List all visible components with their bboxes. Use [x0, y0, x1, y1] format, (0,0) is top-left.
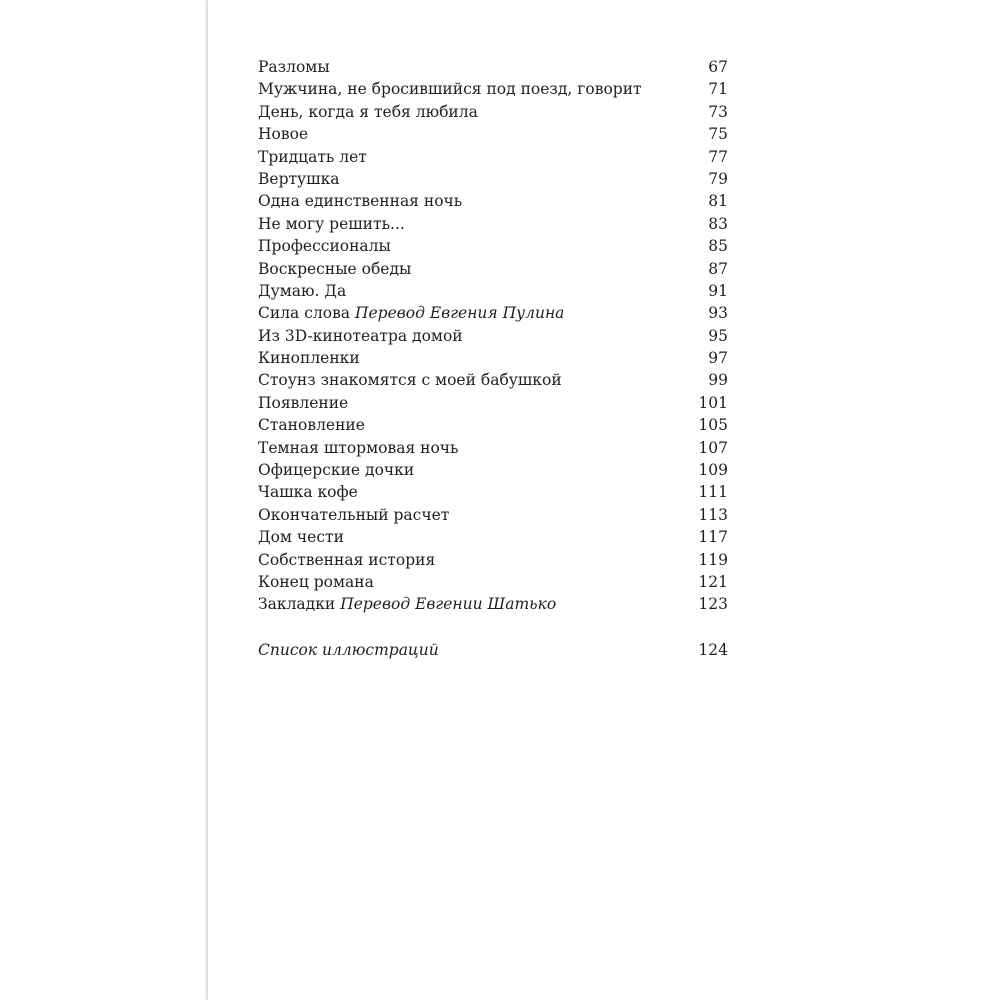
- toc-entry[interactable]: [258, 414, 728, 436]
- toc-entry[interactable]: [258, 526, 728, 548]
- toc-entry-title: [258, 146, 698, 168]
- toc-entry-page: 111: [698, 483, 728, 502]
- toc-entry-title: [258, 168, 698, 190]
- toc-entry-title: [258, 437, 688, 459]
- toc-entry[interactable]: [258, 571, 728, 593]
- toc-entry-title: Список иллюстраций: [258, 640, 439, 659]
- toc-entry-title-text: Появление: [258, 393, 349, 412]
- toc-entry[interactable]: [258, 481, 728, 503]
- toc-entry[interactable]: [258, 549, 728, 571]
- table-of-contents: [258, 56, 728, 661]
- toc-entry-title-text: Собственная история: [258, 550, 436, 569]
- toc-entry-title: [258, 235, 698, 257]
- toc-entry[interactable]: [258, 213, 728, 235]
- toc-entry-illustrations[interactable]: [258, 639, 728, 661]
- toc-entry-title-text: Сила слова: [258, 304, 351, 323]
- toc-entry-title-text: Мужчина, не бросившийся под поезд, говорит: [258, 80, 642, 99]
- toc-entry-translator: Перевод Евгении Шатько: [340, 595, 557, 614]
- toc-entry-page: 77: [708, 147, 728, 166]
- toc-entry-title: [258, 504, 688, 526]
- toc-entry-title-text: Конец романа: [258, 572, 374, 591]
- toc-entry-page: 83: [708, 214, 728, 233]
- toc-entry-page: 87: [708, 259, 728, 278]
- toc-entry-title: [258, 593, 688, 615]
- toc-entry-page: 73: [708, 102, 728, 121]
- toc-entry-page: 123: [698, 595, 728, 614]
- toc-entry[interactable]: [258, 392, 728, 414]
- toc-entry[interactable]: [258, 302, 728, 324]
- toc-entry-title-text: Дом чести: [258, 528, 344, 547]
- toc-entry-title: [258, 56, 698, 78]
- toc-entry-title: [258, 258, 698, 280]
- toc-entry-title-text: Профессионалы: [258, 237, 391, 256]
- toc-entry[interactable]: [258, 347, 728, 369]
- toc-entry-page: 117: [698, 528, 728, 547]
- toc-entry[interactable]: [258, 593, 728, 615]
- toc-entry[interactable]: [258, 168, 728, 190]
- toc-entry[interactable]: [258, 190, 728, 212]
- toc-entry-title-text: Воскресные обеды: [258, 259, 412, 278]
- toc-entry[interactable]: [258, 78, 728, 100]
- toc-entry[interactable]: [258, 123, 728, 145]
- toc-entry-title: [258, 280, 698, 302]
- toc-entry-title-text: Чашка кофе: [258, 483, 358, 502]
- toc-entry-page: 105: [698, 416, 728, 435]
- toc-entry[interactable]: [258, 235, 728, 257]
- toc-entry-title: [258, 78, 698, 100]
- toc-entry-title: [258, 369, 698, 391]
- toc-entry-page: 75: [708, 125, 728, 144]
- toc-entry-title-text: Не могу решить...: [258, 214, 405, 233]
- toc-entry-page: 71: [708, 80, 728, 99]
- toc-entry-title: [258, 526, 688, 548]
- toc-entry-page: 124: [698, 640, 728, 659]
- toc-entry[interactable]: [258, 146, 728, 168]
- toc-entry[interactable]: [258, 459, 728, 481]
- toc-entry[interactable]: [258, 437, 728, 459]
- toc-entry[interactable]: [258, 280, 728, 302]
- toc-entry-title-text: Из 3D-кинотеатра домой: [258, 326, 463, 345]
- toc-entry-title: [258, 302, 698, 324]
- toc-entry[interactable]: [258, 258, 728, 280]
- toc-entry-title-text: Одна единственная ночь: [258, 192, 463, 211]
- toc-entry-title-text: Новое: [258, 125, 309, 144]
- toc-entry-page: 119: [698, 550, 728, 569]
- toc-entry-title: [258, 459, 688, 481]
- toc-entry-title-text: Разломы: [258, 58, 330, 76]
- toc-entry[interactable]: [258, 369, 728, 391]
- toc-entry-title: [258, 101, 698, 123]
- toc-entry[interactable]: [258, 56, 728, 78]
- toc-entry-page: 95: [708, 326, 728, 345]
- toc-entry-page: 109: [698, 461, 728, 480]
- toc-entry-page: 91: [708, 281, 728, 300]
- toc-entry-page: 113: [698, 505, 728, 524]
- toc-entry-title-text: Вертушка: [258, 169, 340, 188]
- toc-entry-page: 97: [708, 349, 728, 368]
- toc-entry-title-text: Закладки: [258, 595, 336, 614]
- toc-entry-page: 121: [698, 572, 728, 591]
- toc-entry[interactable]: [258, 101, 728, 123]
- toc-entry-page: 67: [708, 58, 728, 76]
- toc-entry-title-text: Темная штормовая ночь: [258, 438, 459, 457]
- toc-entry-page: 79: [708, 169, 728, 188]
- toc-entry-title: [258, 481, 688, 503]
- toc-entry-title: [258, 414, 688, 436]
- toc-entry-title-text: Становление: [258, 416, 365, 435]
- toc-entry-title: [258, 347, 698, 369]
- toc-gap: [258, 616, 728, 639]
- toc-entry-title: [258, 325, 698, 347]
- toc-entry-title: [258, 123, 698, 145]
- toc-entry-title-text: Окончательный расчет: [258, 505, 450, 524]
- toc-entry-title: [258, 392, 688, 414]
- toc-entry-title-text: Офицерские дочки: [258, 461, 415, 480]
- toc-entry-title-text: Кинопленки: [258, 349, 360, 368]
- toc-entry-title-text: Стоунз знакомятся с моей бабушкой: [258, 371, 562, 390]
- toc-entry[interactable]: [258, 504, 728, 526]
- toc-entry[interactable]: [258, 325, 728, 347]
- toc-entry-title-text: Тридцать лет: [258, 147, 367, 166]
- toc-entry-translator: Перевод Евгения Пулина: [354, 304, 565, 323]
- toc-entry-title: [258, 213, 698, 235]
- toc-entry-page: 81: [708, 192, 728, 211]
- toc-entry-page: 107: [698, 438, 728, 457]
- toc-entry-title-text: Думаю. Да: [258, 281, 347, 300]
- toc-entry-page: 85: [708, 237, 728, 256]
- toc-list: [258, 56, 728, 616]
- toc-entry-title: [258, 571, 688, 593]
- toc-entry-title: [258, 190, 698, 212]
- toc-entry-page: 99: [708, 371, 728, 390]
- toc-entry-title-text: День, когда я тебя любила: [258, 102, 478, 121]
- toc-entry-page: 93: [708, 304, 728, 323]
- toc-entry-title: [258, 549, 688, 571]
- toc-entry-page: 101: [698, 393, 728, 412]
